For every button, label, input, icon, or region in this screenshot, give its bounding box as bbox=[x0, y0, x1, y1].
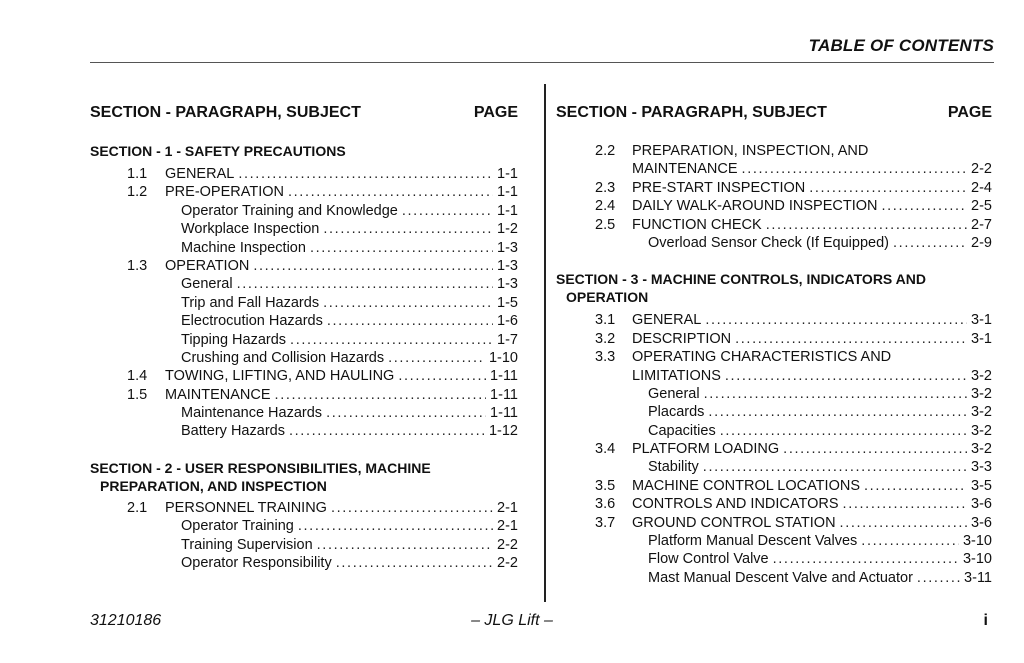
toc-entry-number: 3.6 bbox=[595, 496, 616, 513]
section-2-title-line2: PREPARATION, AND INSPECTION bbox=[100, 477, 327, 494]
toc-entry[interactable] bbox=[556, 440, 992, 458]
toc-entry-label: Crushing and Collision Hazards bbox=[181, 349, 385, 366]
toc-entry-label: General bbox=[648, 385, 700, 402]
toc-subentry[interactable] bbox=[90, 294, 518, 312]
toc-subentry[interactable] bbox=[90, 517, 518, 535]
toc-entry[interactable] bbox=[90, 499, 518, 517]
toc-entry-page: 1-11 bbox=[490, 368, 518, 385]
toc-entry-label: Operator Responsibility bbox=[181, 555, 332, 572]
toc-entry-label: PREPARATION, INSPECTION, AND bbox=[632, 143, 869, 159]
toc-entry[interactable] bbox=[90, 367, 518, 385]
toc-entry-number: 1.5 bbox=[127, 386, 148, 403]
toc-entry-page: 1-3 bbox=[497, 257, 518, 274]
toc-subentry[interactable] bbox=[90, 554, 518, 572]
toc-entry-page: 1-11 bbox=[490, 386, 518, 403]
toc-entry-page: 2-7 bbox=[971, 216, 992, 233]
toc-leader-dots bbox=[705, 311, 967, 329]
toc-leader-dots bbox=[893, 234, 967, 252]
toc-subentry[interactable] bbox=[556, 458, 992, 476]
toc-entry[interactable] bbox=[90, 183, 518, 201]
toc-subentry[interactable] bbox=[556, 550, 992, 568]
toc-entry-page: 3-11 bbox=[964, 569, 992, 586]
toc-leader-dots bbox=[864, 477, 967, 495]
toc-entry-page: 3-1 bbox=[971, 330, 992, 347]
toc-entry-page: 3-2 bbox=[971, 367, 992, 384]
toc-entry-number: 3.5 bbox=[595, 477, 616, 494]
section-3-title-line2: OPERATION bbox=[566, 289, 649, 306]
toc-entry-page: 1-1 bbox=[497, 184, 518, 201]
toc-leader-dots bbox=[388, 349, 485, 367]
column-header bbox=[90, 103, 518, 123]
section-1-title: SECTION - 1 - SAFETY PRECAUTIONS bbox=[90, 143, 346, 159]
section-3-entries-a bbox=[556, 311, 992, 348]
toc-entry-page: 1-1 bbox=[497, 202, 518, 219]
toc-entry-number: 2.5 bbox=[595, 216, 616, 233]
toc-entry-label: GENERAL bbox=[165, 166, 235, 182]
footer-doc-number: 31210186 bbox=[90, 612, 162, 629]
toc-entry-page: 1-5 bbox=[497, 294, 518, 311]
toc-entry-page: 2-9 bbox=[971, 234, 992, 251]
toc-leader-dots bbox=[704, 385, 967, 403]
toc-entry-page: 3-10 bbox=[962, 533, 992, 550]
toc-entry-page: 2-4 bbox=[971, 179, 992, 196]
toc-entry-3-3-line2[interactable] bbox=[556, 367, 992, 385]
toc-entry-number: 3.2 bbox=[595, 330, 616, 347]
toc-entry-number: 1.1 bbox=[127, 166, 148, 182]
toc-entry[interactable] bbox=[556, 514, 992, 532]
toc-leader-dots bbox=[317, 536, 493, 554]
toc-entry[interactable] bbox=[556, 495, 992, 513]
toc-leader-dots bbox=[861, 532, 959, 550]
toc-right-column bbox=[556, 103, 992, 587]
toc-entry-label: DAILY WALK-AROUND INSPECTION bbox=[632, 198, 878, 215]
toc-subentry[interactable] bbox=[90, 220, 518, 238]
toc-leader-dots bbox=[326, 404, 486, 422]
toc-entry[interactable] bbox=[90, 165, 518, 183]
section-3-entries-b bbox=[556, 385, 992, 587]
toc-subentry[interactable] bbox=[556, 234, 992, 252]
toc-entry[interactable] bbox=[556, 197, 992, 215]
toc-leader-dots bbox=[773, 550, 959, 568]
toc-entry-label: Maintenance Hazards bbox=[181, 405, 323, 422]
toc-entry-number: 2.3 bbox=[595, 179, 616, 196]
section-1-entries bbox=[90, 165, 518, 441]
toc-entry[interactable] bbox=[556, 477, 992, 495]
toc-subentry[interactable] bbox=[90, 239, 518, 257]
toc-leader-dots bbox=[327, 312, 493, 330]
section-3-title-line1: SECTION - 3 - MACHINE CONTROLS, INDICATORS AND bbox=[556, 271, 926, 288]
toc-left-column bbox=[90, 103, 518, 572]
toc-leader-dots bbox=[275, 386, 487, 404]
toc-entry-label: Training Supervision bbox=[181, 536, 313, 553]
toc-entry-2-2-line2[interactable] bbox=[556, 160, 992, 178]
toc-entry-label: PRE-OPERATION bbox=[165, 184, 284, 201]
toc-entry-page: 2-1 bbox=[497, 499, 518, 516]
toc-entry-label: Capacities bbox=[648, 422, 716, 439]
toc-entry-page: 3-2 bbox=[971, 422, 992, 439]
toc-entry-label: OPERATING CHARACTERISTICS AND bbox=[632, 349, 892, 366]
toc-subentry[interactable] bbox=[90, 275, 518, 293]
toc-entry-label: DESCRIPTION bbox=[632, 330, 732, 347]
toc-entry[interactable] bbox=[556, 179, 992, 197]
toc-entry-page: 1-11 bbox=[490, 405, 518, 422]
toc-entry-page: 1-3 bbox=[497, 239, 518, 256]
toc-entry-label: Operator Training and Knowledge bbox=[181, 202, 398, 219]
toc-leader-dots bbox=[336, 554, 493, 572]
toc-entry-label: GROUND CONTROL STATION bbox=[632, 514, 836, 531]
toc-entry-label: MAINTENANCE bbox=[165, 386, 271, 403]
toc-leader-dots bbox=[288, 183, 493, 201]
toc-entry-label: Stability bbox=[648, 459, 699, 476]
toc-entry-page: 2-1 bbox=[497, 518, 518, 535]
toc-subentry[interactable] bbox=[556, 569, 992, 587]
toc-entry-page: 1-2 bbox=[497, 221, 518, 238]
header-rule bbox=[90, 62, 994, 63]
toc-entry-label: Platform Manual Descent Valves bbox=[648, 533, 858, 550]
toc-subentry[interactable] bbox=[90, 349, 518, 367]
toc-entry-label: Electrocution Hazards bbox=[181, 313, 323, 330]
toc-leader-dots bbox=[881, 197, 967, 215]
section-2-continued-entries bbox=[556, 179, 992, 253]
footer-page-number: i bbox=[983, 612, 988, 629]
toc-entry-page: 2-2 bbox=[971, 161, 992, 178]
toc-subentry[interactable] bbox=[556, 422, 992, 440]
column-divider bbox=[544, 84, 546, 602]
toc-leader-dots bbox=[398, 367, 486, 385]
toc-entry-label: Mast Manual Descent Valve and Actuator bbox=[648, 569, 913, 586]
toc-entry-number: 2.2 bbox=[595, 143, 616, 159]
toc-entry-page: 3-6 bbox=[971, 514, 992, 531]
toc-entry-number: 1.3 bbox=[127, 257, 148, 274]
toc-leader-dots bbox=[708, 403, 967, 421]
toc-leader-dots bbox=[310, 239, 493, 257]
toc-entry-page: 3-10 bbox=[962, 551, 992, 568]
toc-entry-number: 2.1 bbox=[127, 499, 148, 516]
toc-entry[interactable] bbox=[556, 311, 992, 329]
toc-entry-label: Tipping Hazards bbox=[181, 331, 287, 348]
column-header-page-right: PAGE bbox=[947, 104, 992, 121]
toc-entry-page: 2-5 bbox=[971, 198, 992, 215]
toc-entry-page: 1-12 bbox=[488, 423, 518, 440]
toc-entry-label: TOWING, LIFTING, AND HAULING bbox=[165, 368, 395, 385]
toc-leader-dots bbox=[238, 165, 493, 183]
toc-subentry[interactable] bbox=[90, 312, 518, 330]
toc-leader-dots bbox=[323, 294, 493, 312]
toc-leader-dots bbox=[783, 440, 967, 458]
toc-leader-dots bbox=[323, 220, 493, 238]
toc-entry-page: 2-2 bbox=[497, 555, 518, 572]
toc-leader-dots bbox=[766, 216, 967, 234]
toc-leader-dots bbox=[298, 517, 493, 535]
toc-entry-label: Placards bbox=[648, 404, 705, 421]
toc-subentry[interactable] bbox=[90, 422, 518, 440]
toc-entry-2-2-line1[interactable] bbox=[556, 142, 992, 160]
toc-entry-page: 3-2 bbox=[971, 441, 992, 458]
toc-entry-page: 3-1 bbox=[971, 312, 992, 329]
toc-leader-dots bbox=[843, 495, 968, 513]
toc-leader-dots bbox=[253, 257, 493, 275]
column-header-subject-right: SECTION - PARAGRAPH, SUBJECT bbox=[556, 104, 827, 121]
toc-entry-page: 3-5 bbox=[971, 477, 992, 494]
toc-entry-label: Overload Sensor Check (If Equipped) bbox=[648, 234, 889, 251]
toc-subentry[interactable] bbox=[90, 202, 518, 220]
footer-publisher: – JLG Lift – bbox=[471, 612, 553, 629]
toc-leader-dots bbox=[703, 458, 967, 476]
toc-entry-label: OPERATION bbox=[165, 257, 250, 274]
toc-entry-number: 1.4 bbox=[127, 368, 148, 385]
toc-leader-dots bbox=[331, 499, 493, 517]
column-header-page: PAGE bbox=[473, 104, 518, 121]
toc-entry-page: 1-6 bbox=[497, 313, 518, 330]
toc-entry-page: 1-3 bbox=[497, 276, 518, 293]
toc-leader-dots bbox=[720, 422, 967, 440]
toc-entry-label: FUNCTION CHECK bbox=[632, 216, 762, 233]
toc-entry-label: PRE-START INSPECTION bbox=[632, 179, 806, 196]
toc-entry-page: 3-2 bbox=[971, 404, 992, 421]
toc-entry-number: 3.1 bbox=[595, 312, 616, 329]
toc-entry-number: 3.7 bbox=[595, 514, 616, 531]
toc-entry-page: 1-1 bbox=[497, 166, 518, 182]
toc-entry-3-3-line1[interactable] bbox=[556, 348, 992, 366]
toc-entry-label: Workplace Inspection bbox=[181, 221, 320, 238]
toc-leader-dots bbox=[402, 202, 493, 220]
toc-entry-label: Machine Inspection bbox=[181, 239, 306, 256]
toc-subentry[interactable] bbox=[90, 536, 518, 554]
toc-leader-dots bbox=[289, 422, 485, 440]
toc-entry-label: Flow Control Valve bbox=[648, 551, 769, 568]
toc-entry[interactable] bbox=[90, 257, 518, 275]
section-2-title-line1: SECTION - 2 - USER RESPONSIBILITIES, MACHINE bbox=[90, 459, 431, 476]
toc-entry-number: 2.4 bbox=[595, 198, 616, 215]
toc-subentry[interactable] bbox=[556, 385, 992, 403]
toc-leader-dots bbox=[735, 330, 967, 348]
toc-entry-label: GENERAL bbox=[632, 312, 702, 329]
toc-entry-number: 1.2 bbox=[127, 184, 148, 201]
toc-leader-dots bbox=[237, 275, 493, 293]
section-3-title bbox=[556, 270, 992, 306]
column-header-subject: SECTION - PARAGRAPH, SUBJECT bbox=[90, 104, 361, 121]
toc-entry-page: 3-6 bbox=[971, 496, 992, 513]
toc-entry[interactable] bbox=[90, 386, 518, 404]
toc-subentry[interactable] bbox=[90, 404, 518, 422]
toc-entry-page: 3-2 bbox=[971, 385, 992, 402]
toc-entry-label: Trip and Fall Hazards bbox=[181, 294, 320, 311]
toc-entry[interactable] bbox=[556, 216, 992, 234]
toc-leader-dots bbox=[809, 179, 967, 197]
toc-entry-label: General bbox=[181, 276, 233, 293]
toc-leader-dots bbox=[917, 569, 960, 587]
section-2-title bbox=[90, 459, 518, 495]
toc-entry-page: 3-3 bbox=[971, 459, 992, 476]
toc-entry-label: MACHINE CONTROL LOCATIONS bbox=[632, 477, 860, 494]
toc-subentry[interactable] bbox=[556, 532, 992, 550]
toc-subentry[interactable] bbox=[90, 331, 518, 349]
toc-leader-dots bbox=[840, 514, 967, 532]
toc-entry[interactable] bbox=[556, 330, 992, 348]
toc-entry-label: Battery Hazards bbox=[181, 423, 285, 440]
column-header-right bbox=[556, 103, 992, 123]
toc-leader-dots bbox=[290, 331, 493, 349]
toc-entry-label: Operator Training bbox=[181, 518, 294, 535]
toc-entry-page: 2-2 bbox=[497, 536, 518, 553]
toc-entry-label: CONTROLS AND INDICATORS bbox=[632, 496, 839, 513]
toc-entry-number: 3.3 bbox=[595, 349, 616, 366]
page-header-title: TABLE OF CONTENTS bbox=[808, 36, 994, 55]
toc-leader-dots bbox=[725, 367, 967, 385]
toc-entry-label: PLATFORM LOADING bbox=[632, 441, 780, 458]
toc-entry-number: 3.4 bbox=[595, 441, 616, 458]
toc-subentry[interactable] bbox=[556, 403, 992, 421]
toc-entry-page: 1-10 bbox=[488, 349, 518, 366]
toc-entry-page: 1-7 bbox=[497, 331, 518, 348]
toc-leader-dots bbox=[742, 160, 967, 178]
toc-entry-label: LIMITATIONS bbox=[632, 367, 721, 384]
toc-entry-label: MAINTENANCE bbox=[632, 161, 738, 178]
toc-entry-label: PERSONNEL TRAINING bbox=[165, 499, 327, 516]
section-2-entries bbox=[90, 499, 518, 573]
